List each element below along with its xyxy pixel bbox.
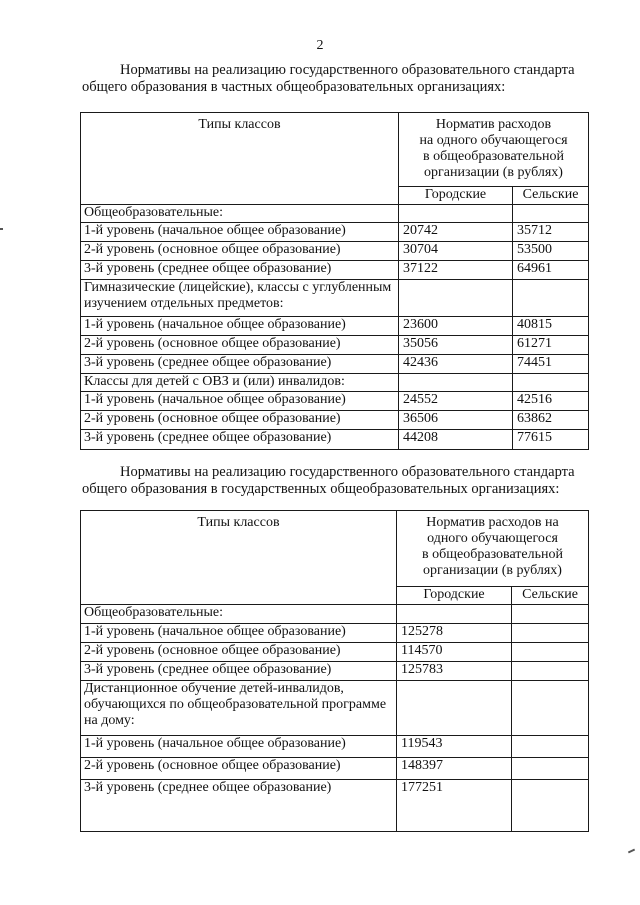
- header-norm-line: одного обучающегося: [427, 531, 558, 547]
- rural-value: 53500: [513, 242, 589, 261]
- header-norm-line: Норматив расходов на: [426, 515, 559, 530]
- table-row: [81, 430, 589, 450]
- table-row: [81, 662, 589, 681]
- private-schools-norms-table: [80, 112, 589, 450]
- rural-value: 42516: [513, 392, 589, 411]
- page-number: 2: [316, 38, 324, 53]
- rural-value: [512, 662, 589, 681]
- urban-value: 37122: [399, 261, 513, 280]
- section2-heading-line2: общего образования в государственных общеобразовательных организациях:: [82, 481, 560, 498]
- table-row: [81, 392, 589, 411]
- rural-value: [513, 374, 589, 392]
- section1-heading: [82, 62, 592, 97]
- urban-value: 177251: [397, 780, 512, 832]
- table-row: [81, 336, 589, 355]
- section2-heading: [82, 464, 592, 499]
- table-row: [81, 411, 589, 430]
- row-label: 1-й уровень (начальное общее образование): [81, 624, 397, 643]
- section2-heading-line1: Нормативы на реализацию государственного образовательного стандарта: [120, 464, 575, 480]
- row-label: 3-й уровень (среднее общее образование): [81, 261, 399, 280]
- table-row: [81, 205, 589, 223]
- row-label: 2-й уровень (основное общее образование): [81, 336, 399, 355]
- urban-value: 23600: [399, 317, 513, 336]
- rural-value: [513, 280, 589, 317]
- rural-value: 74451: [513, 355, 589, 374]
- table-row: [81, 736, 589, 758]
- urban-value: 148397: [397, 758, 512, 780]
- header-class-types: Типы классов: [81, 113, 399, 205]
- header-norm-line: организации (в рублях): [423, 563, 562, 579]
- rural-value: [512, 643, 589, 662]
- row-label: 2-й уровень (основное общее образование): [81, 411, 399, 430]
- table-row: [81, 223, 589, 242]
- row-label: Дистанционное обучение детей-инвалидов, обучающихся по общеобразовательной программе на дому:: [81, 681, 397, 736]
- row-label: 3-й уровень (среднее общее образование): [81, 780, 397, 832]
- rural-value: 61271: [513, 336, 589, 355]
- header-urban: Городские: [397, 587, 512, 605]
- table-row: [81, 643, 589, 662]
- rural-value: 63862: [513, 411, 589, 430]
- row-label: 2-й уровень (основное общее образование): [81, 758, 397, 780]
- rural-value: [512, 758, 589, 780]
- header-norm-line: организации (в рублях): [424, 165, 563, 181]
- row-label: 1-й уровень (начальное общее образование): [81, 223, 399, 242]
- header-norm-line: Норматив расходов: [435, 117, 552, 132]
- row-label: Общеобразовательные:: [81, 605, 397, 624]
- header-norm: [397, 511, 589, 587]
- row-label: 1-й уровень (начальное общее образование): [81, 392, 399, 411]
- table-row: [81, 242, 589, 261]
- header-rural: Сельские: [513, 187, 589, 205]
- header-urban: Городские: [399, 187, 513, 205]
- row-label: 1-й уровень (начальное общее образование): [81, 317, 399, 336]
- row-label: 2-й уровень (основное общее образование): [81, 242, 399, 261]
- rural-value: 35712: [513, 223, 589, 242]
- urban-value: 35056: [399, 336, 513, 355]
- table-row: [81, 681, 589, 736]
- urban-value: [397, 605, 512, 624]
- header-norm-line: в общеобразовательной: [423, 149, 564, 165]
- urban-value: 20742: [399, 223, 513, 242]
- section1-heading-line2: общего образования в частных общеобразовательных организациях:: [82, 79, 506, 96]
- table-row: [81, 605, 589, 624]
- urban-value: [399, 205, 513, 223]
- section1-heading-line1: Нормативы на реализацию государственного образовательного стандарта: [120, 62, 575, 78]
- row-label: 3-й уровень (среднее общее образование): [81, 355, 399, 374]
- table-row: [81, 758, 589, 780]
- row-label: 3-й уровень (среднее общее образование): [81, 430, 399, 450]
- rural-value: [512, 681, 589, 736]
- urban-value: [397, 681, 512, 736]
- urban-value: 125783: [397, 662, 512, 681]
- urban-value: 119543: [397, 736, 512, 758]
- header-rural: Сельские: [512, 587, 589, 605]
- table-row: [81, 317, 589, 336]
- rural-value: [512, 605, 589, 624]
- rural-value: [512, 736, 589, 758]
- header-norm-line: на одного обучающегося: [419, 133, 568, 149]
- table-row: [81, 261, 589, 280]
- row-label: 1-й уровень (начальное общее образование): [81, 736, 397, 758]
- table-row: [81, 280, 589, 317]
- urban-value: 42436: [399, 355, 513, 374]
- urban-value: 125278: [397, 624, 512, 643]
- row-label: 3-й уровень (среднее общее образование): [81, 662, 397, 681]
- rural-value: 64961: [513, 261, 589, 280]
- state-schools-norms-table: [80, 510, 589, 832]
- scan-artifact: [628, 849, 635, 854]
- urban-value: [399, 374, 513, 392]
- row-label: Классы для детей с ОВЗ и (или) инвалидов:: [81, 374, 399, 392]
- rural-value: [513, 205, 589, 223]
- rural-value: 40815: [513, 317, 589, 336]
- rural-value: 77615: [513, 430, 589, 450]
- table-row: [81, 780, 589, 832]
- header-norm-line: в общеобразовательной: [422, 547, 563, 563]
- header-class-types: Типы классов: [81, 511, 397, 605]
- table-row: [81, 624, 589, 643]
- row-label: Общеобразовательные:: [81, 205, 399, 223]
- row-label: 2-й уровень (основное общее образование): [81, 643, 397, 662]
- urban-value: [399, 280, 513, 317]
- table-row: [81, 374, 589, 392]
- rural-value: [512, 624, 589, 643]
- urban-value: 36506: [399, 411, 513, 430]
- urban-value: 44208: [399, 430, 513, 450]
- header-norm: [399, 113, 589, 187]
- table-row: [81, 355, 589, 374]
- urban-value: 114570: [397, 643, 512, 662]
- scan-artifact: [0, 228, 3, 230]
- urban-value: 30704: [399, 242, 513, 261]
- row-label: Гимназические (лицейские), классы с углубленным изучением отдельных предметов:: [81, 280, 399, 317]
- rural-value: [512, 780, 589, 832]
- urban-value: 24552: [399, 392, 513, 411]
